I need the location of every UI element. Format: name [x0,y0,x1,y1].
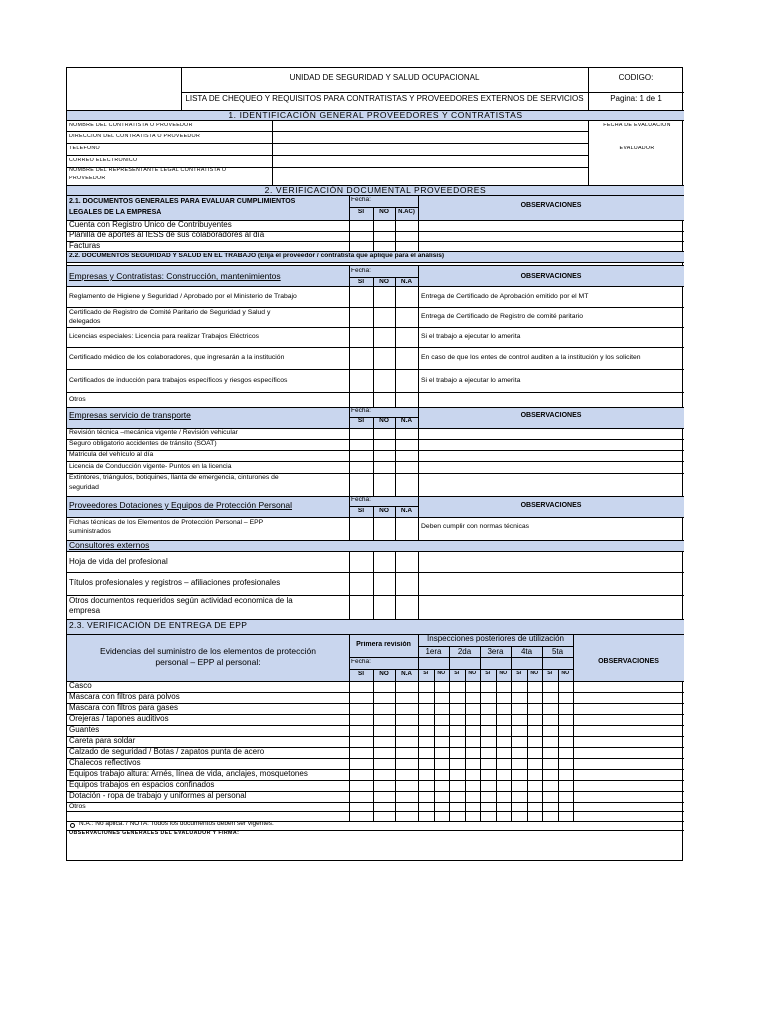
field-label-legal-rep-2: PROVEEDOR [69,176,106,181]
item-induccion: Certificados de inducción para trabajos específicos y riesgos específicos [69,377,288,384]
inspection-3: 3era [487,648,504,656]
epp-item: Otros [69,803,86,810]
obs-certificado-medico: En caso de que los entes de control auditen a la institución y los soliciten [421,354,641,361]
col-na: N.A [400,418,413,424]
circle-icon [70,823,75,828]
field-label-legal-rep: NOMBRE DEL REPRESENTANTE LEGAL CONTRATISTA O [69,168,227,173]
col-na: N.A [401,671,412,677]
col-no: NO [379,279,389,285]
epp-item: Dotación - ropa de trabajo y uniformes al personal [69,792,247,800]
item-comite-paritario-2: delegados [69,318,101,325]
item-extintores: Extintores, triángulos, botiquines, llanta de emergencia, cinturones de [69,474,279,481]
evidence-title: Evidencias del suministro de los elementos de protección [100,647,316,656]
item-soat: Seguro obligatorio accidentes de tránsito (SOAT) [69,440,217,447]
epp-item: Chalecos reflectivos [69,759,141,767]
epp-item: Calzado de seguridad / Botas / zapatos punta de acero [69,748,265,756]
col-observaciones: OBSERVACIONES [520,202,582,209]
epp-item: Guantes [69,726,100,734]
item-otros-documentos: Otros documentos requeridos según actividad economica de la [69,597,293,605]
fecha-label: Fecha: [351,268,371,274]
transporte-title: Empresas servicio de transporte [69,411,191,420]
insp-si: SI [423,671,429,676]
item-fichas-tecnicas-2: suministrados [69,528,111,535]
s21-title: 2.1. DOCUMENTOS GENERALES PARA EVALUAR CUMPLIMIENTOS [69,198,296,205]
item-titulos: Títulos profesionales y registros – afiliaciones profesionales [69,579,281,587]
evidence-title-b: personal – EPP al personal: [155,658,261,667]
code-label: CODIGO: [618,74,654,82]
item-revision-tecnica: Revisión técnica –mecánica vigente / Revisión vehicular [69,429,238,436]
insp-si: SI [547,671,553,676]
epp-item: Mascara con filtros para polvos [69,693,180,701]
obs-comite: Entrega de Certificado de Registro de comité paritario [421,313,584,320]
insp-no: NO [561,671,570,676]
col-observaciones: OBSERVACIONES [520,412,582,419]
fecha-label: Fecha: [351,197,371,203]
unit-title: UNIDAD DE SEGURIDAD Y SALUD OCUPACIONAL [289,74,480,82]
inspection-2: 2da [457,648,472,656]
item-reglamento: Reglamento de Higiene y Seguridad / Aprobado por el Ministerio de Trabajo [69,293,297,300]
epp-item: Careta para soldar [69,737,136,745]
epp-title: Proveedores Dotaciones y Equipos de Protección Personal [69,501,293,510]
item-fichas-tecnicas: Fichas técnicas de los Elementos de Protección Personal – EPP [69,519,264,526]
inspecciones-label: Inspecciones posteriores de utilización [427,635,564,643]
item-certificado-medico: Certificado médico de los colaboradores, que ingresarán a la institución [69,354,285,361]
col-si: SI [357,508,365,514]
epp-item: Mascara con filtros para gases [69,704,178,712]
evaluador-label: EVALUADOR [619,146,655,151]
insp-no: NO [499,671,508,676]
item-planilla-iess: Planilla de aportes al IESS de sus colaboradores al día [69,231,265,239]
col-na: N.AC) [398,209,415,215]
primera-revision-label: Primera revisión [356,641,411,648]
obs-licencias: Si el trabajo a ejecutar lo amerita [421,333,521,340]
col-si: SI [357,209,365,215]
section23-title: 2.3. VERIFICACIÓN DE ENTREGA DE EPP [69,621,248,630]
construccion-title: Empresas y Contratistas: Construcción, mantenimientos [69,272,281,281]
item-extintores-2: seguridad [69,484,99,491]
field-label-email: CORREO ELECTRÓNICO [69,158,138,163]
insp-no: NO [530,671,539,676]
fecha-label: Fecha: [351,659,371,665]
inspection-4: 4ta [520,648,533,656]
epp-item: Equipos trabajo altura: Arnés, línea de vida, anclajes, mosquetones [69,770,308,778]
item-otros-documentos-2: empresa [69,607,101,615]
epp-item: Orejeras / tapones auditivos [69,715,169,723]
fecha-label: Fecha: [351,497,371,503]
col-no: NO [379,418,389,424]
section1-title: 1. IDENTIFICACIÓN GENERAL PROVEEDORES Y CONTRATISTAS [228,111,523,120]
field-label-contractor-name: NOMBRE DEL CONTRATISTA O PROVEEDOR [69,123,193,128]
col-si: SI [358,671,364,677]
section2-title: 2. VERIFICACIÓN DOCUMENTAL PROVEEDORES [264,186,487,195]
col-observaciones: OBSERVACIONES [598,658,659,665]
checklist-sheet [66,67,683,861]
obs-reglamento: Entrega de Certificado de Aprobación emitido por el MT [421,293,589,300]
insp-no: NO [468,671,477,676]
item-ruc: Cuenta con Registro Único de Contribuyentes [69,221,232,229]
item-comite-paritario: Certificado de Registro de Comité Paritario de Seguridad y Salud y [69,309,271,316]
obs-induccion: Si el trabajo a ejecutar lo amerita [421,377,521,384]
item-hoja-vida: Hoja de vida del profesional [69,558,168,566]
col-no: NO [379,209,389,215]
epp-item: Equipos trabajos en espacios confinados [69,781,215,789]
col-observaciones: OBSERVACIONES [520,502,582,509]
item-otros: Otros [69,396,86,403]
insp-si: SI [454,671,460,676]
consultores-title: Consultores externos [69,541,150,550]
col-na: N.A [400,508,413,514]
inspection-5: 5ta [551,648,564,656]
col-na: N.A [400,279,413,285]
col-observaciones: OBSERVACIONES [520,273,582,280]
field-label-phone: TELEFONO [69,146,100,151]
item-licencias: Licencias especiales: Licencia para realizar Trabajos Eléctricos [69,333,260,340]
fecha-evaluacion-label: FECHA DE EVALUACIÓN [603,123,671,128]
col-no: NO [379,671,389,677]
field-label-address: DIRECCIÓN DEL CONTRATISTA O PROVEEDOR [69,134,201,139]
item-facturas: Facturas [69,242,101,250]
s22-title: 2.2. DOCUMENTOS SEGURIDAD Y SALUD EN EL TRABAJO (Elija el proveedor / contratista que aplique para el análisis) [69,253,445,259]
s21-title-b: LEGALES DE LA EMPRESA [69,209,162,216]
footer-note: N.A.: No aplica. / NOTA: Todos los documentos deben ser vigentes. [79,821,274,827]
inspection-1: 1era [425,648,442,656]
item-licencia-conduccion: Licencia de Conducción vigente- Puntos en la licencia [69,463,232,470]
item-matricula: Matricula del vehículo al día [69,451,154,458]
epp-item: Casco [69,682,92,690]
col-no: NO [379,508,389,514]
insp-si: SI [516,671,522,676]
fecha-label: Fecha: [351,408,371,414]
list-title: LISTA DE CHEQUEO Y REQUISITOS PARA CONTRATISTAS Y PROVEEDORES EXTERNOS DE SERVICIOS [185,95,584,103]
col-si: SI [357,418,365,424]
col-si: SI [357,279,365,285]
insp-no: NO [437,671,446,676]
insp-si: SI [485,671,491,676]
page-label: Pagina: 1 de 1 [610,95,662,103]
obs-normas-tecnicas: Deben cumplir con normas técnicas [421,523,530,530]
observaciones-generales-label: OBSERVACIONES GENERALES DEL EVALUADOR Y FIRMA: [69,831,240,836]
